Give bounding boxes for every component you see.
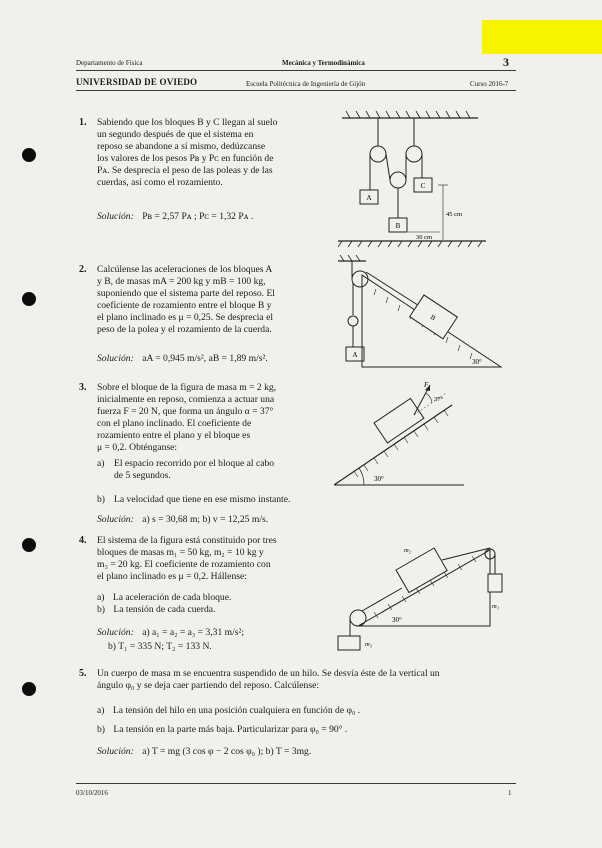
punch-hole — [22, 292, 36, 306]
problem-5-item-a: a) La tensión del hilo en una posición cualquiera en función de φ₀ . — [97, 705, 361, 716]
problem-5-item-b: b) La tensión en la parte más baja. Particularizar para φ₀ = 90° . — [97, 724, 348, 735]
footer-date: 03/10/2016 — [76, 789, 108, 797]
fig1-block-c: C — [420, 182, 426, 190]
punch-hole — [22, 538, 36, 552]
problem-3-text: Sobre el bloque de la figura de masa m = 2 kg, inicialmente en reposo, comienza a actuar una fuerza F = 20 N, que forma un ángulo α = 37° con el plano inclinado. El coeficiente de rozamiento entre el plano y el bloque es μ = 0,2. Obténganse: — [97, 382, 277, 453]
problem-number: 5. — [79, 668, 87, 679]
figure-1-pulleys — [338, 108, 488, 248]
problem-4-item-b: b) La tensión de cada cuerda. — [97, 604, 216, 615]
punch-hole — [22, 148, 36, 162]
problem-2-solution: Solución: aA = 0,945 m/s², aB = 1,89 m/s². — [97, 353, 268, 364]
fig4-angle: 30° — [392, 616, 402, 624]
figure-3-force-incline — [334, 375, 484, 490]
fig3-angle: 30° — [374, 475, 384, 483]
problem-number: 3. — [79, 382, 87, 393]
problem-3-item-a: a) El espacio recorrido por el bloque al cabo de 5 segundos. — [97, 458, 275, 481]
fig1-height: 45 cm — [446, 211, 463, 218]
course-title: Mecánica y Termodinámica — [282, 59, 365, 67]
problem-3-solution: Solución: a) s = 30,68 m; b) v = 12,25 m/s. — [97, 514, 269, 525]
school: Escuela Politécnica de Ingeniería de Gijón — [246, 80, 366, 88]
footer-divider — [76, 783, 516, 784]
problem-4-item-a: a) La aceleración de cada bloque. — [97, 592, 232, 603]
figure-4-three-blocks — [330, 540, 510, 660]
figure-2-incline — [336, 255, 506, 370]
problem-4-text: El sistema de la figura está constituido por tres bloques de masas m₁ = 50 kg, m₂ = 10 kg y m₃ = 20 kg. El coeficiente de rozamiento con el plano inclinado es μ = 0,2. Hállense: — [97, 535, 277, 582]
fig1-block-b: B — [395, 222, 401, 230]
fig3-alpha: 37° — [434, 396, 444, 403]
fig1-block-a: A — [366, 194, 372, 202]
problem-4-solution-line-2: b) T₁ = 335 N; T₂ = 133 N. — [108, 641, 212, 652]
problem-1-text: Sabiendo que los bloques B y C llegan al suelo un segundo después de que el sistema en reposo se abandone a sí mismo, dedúzcanse los valores de los pesos Pʙ y Pᴄ en función de Pᴀ. Se desprecia el peso de las poleas y de las cuerdas, así como el rozamiento. — [97, 117, 278, 188]
fig1-width: 30 cm — [416, 234, 433, 241]
fig4-m3: m₃ — [365, 641, 372, 648]
problem-2-text: Calcúlense las aceleraciones de los bloques A y B, de masas mA = 200 kg y mB = 100 kg, suponiendo que el sistema parte del reposo. El coeficiente de rozamiento entre el bloque B y el plano inclinado es μ = 0,25. Se desprecia el peso de la polea y el rozamiento de la cuerda. — [97, 264, 275, 335]
fig4-m1: m₁ — [492, 603, 499, 610]
highlight-sticker — [482, 20, 602, 54]
fig3-force: F — [424, 381, 429, 389]
problem-3-item-b: b) La velocidad que tiene en ese mismo instante. — [97, 494, 291, 505]
department: Departamento de Física — [76, 59, 143, 67]
course-year: Curso 2016-7 — [470, 80, 509, 88]
problem-5-solution: Solución: a) T = mg (3 cos φ − 2 cos φ₀ ); b) T = 3mg. — [97, 746, 312, 757]
problem-number: 2. — [79, 264, 87, 275]
university: UNIVERSIDAD DE OVIEDO — [76, 77, 198, 87]
fig2-block-b: B — [428, 313, 438, 323]
problem-4-solution: Solución: a) a₁ = a₂ = a₃ = 3,31 m/s²; — [97, 627, 245, 638]
fig2-angle: 30° — [472, 358, 482, 366]
header-divider — [76, 70, 516, 71]
footer-page: 1 — [508, 789, 512, 797]
punch-hole — [22, 682, 36, 696]
fig2-block-a: A — [352, 351, 358, 359]
problem-number: 1. — [79, 117, 87, 128]
header-page-number: 3 — [503, 55, 509, 69]
header-divider — [76, 90, 516, 91]
fig4-m2: m₂ — [404, 547, 411, 554]
problem-number: 4. — [79, 535, 87, 546]
problem-5-text: Un cuerpo de masa m se encuentra suspendido de un hilo. Se desvía éste de la vertical un ángulo φ₀ y se deja caer partiendo del reposo. Calcúlense: — [97, 668, 440, 691]
problem-1-solution: Solución: Pʙ = 2,57 Pᴀ ; Pᴄ = 1,32 Pᴀ . — [97, 211, 254, 222]
